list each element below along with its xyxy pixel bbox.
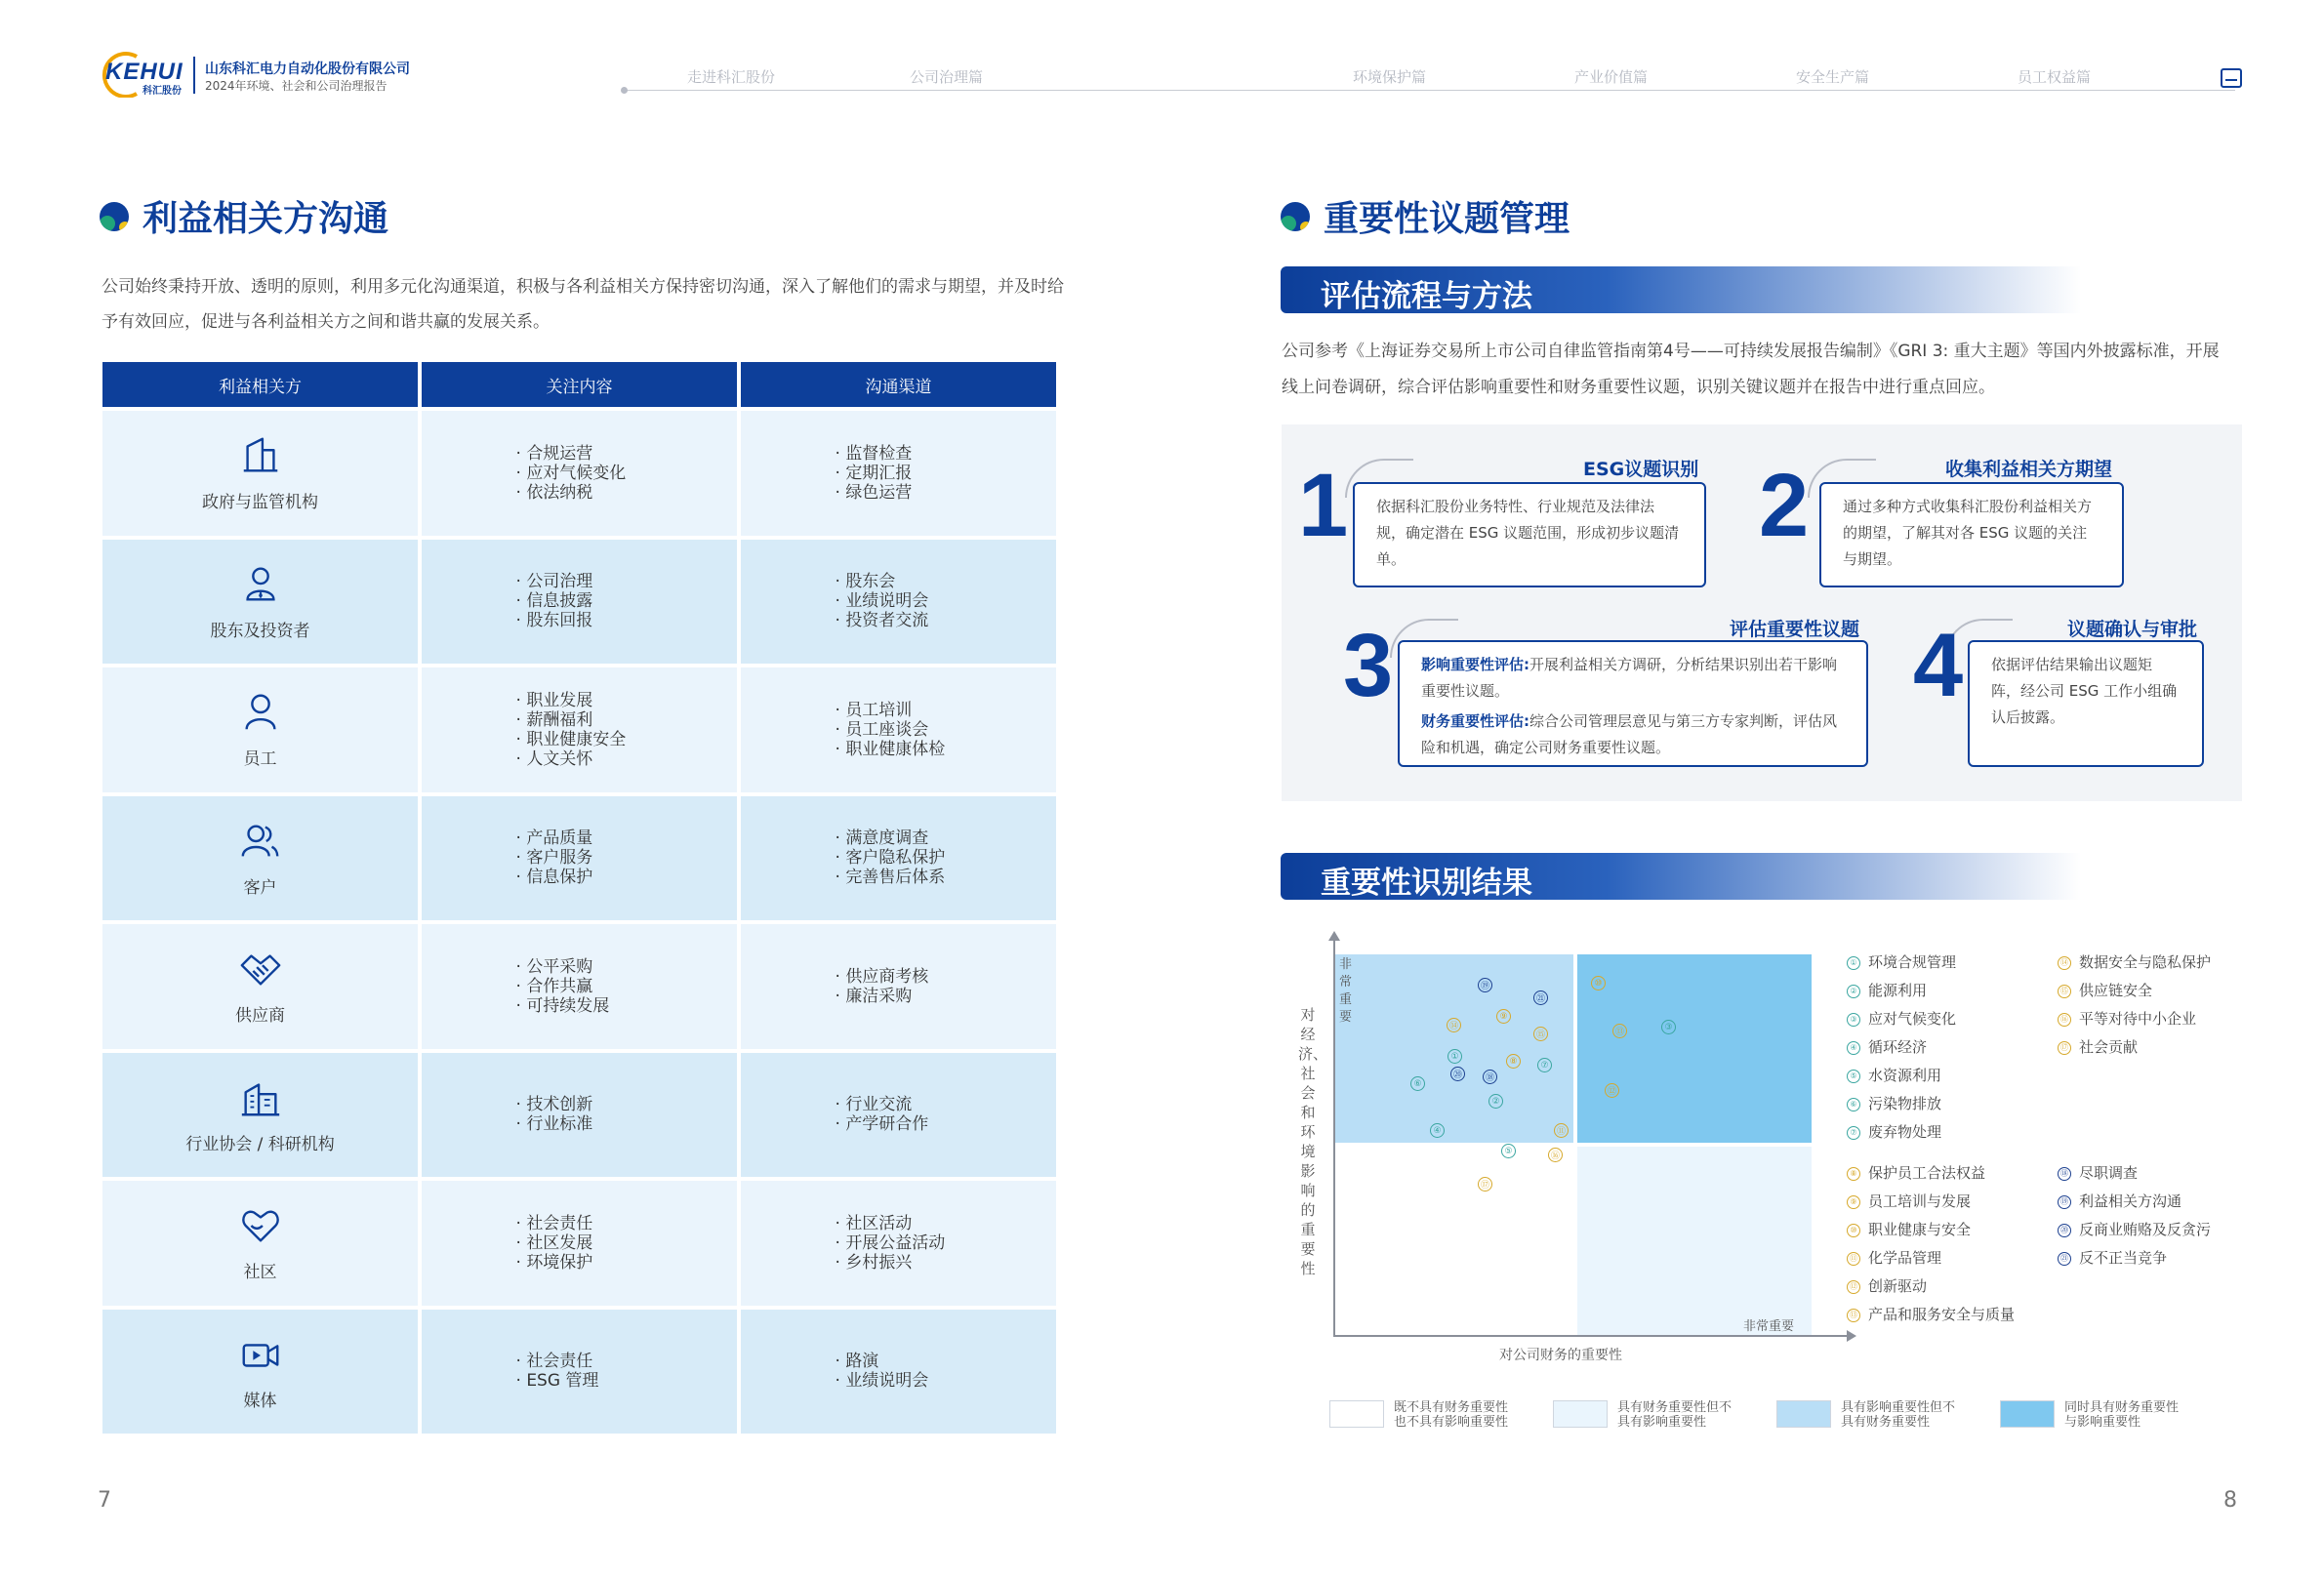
list-item: · 产品质量 — [516, 828, 643, 848]
right-section-title-text: 重要性议题管理 — [1324, 199, 1570, 239]
x-axis-right-label: 非常重要 — [1743, 1319, 1795, 1334]
topic-number: ⑭ — [2058, 956, 2071, 970]
quadrant-both — [1577, 954, 1812, 1143]
legend-text — [1394, 1400, 1508, 1430]
topic-item — [1847, 1118, 1956, 1147]
report-name: 2024年环境、社会和公司治理报告 — [205, 79, 387, 93]
legend-item-both — [2000, 1400, 2179, 1430]
stakeholder-name: 客户 — [243, 877, 277, 898]
subheading-results — [1281, 853, 2081, 900]
step2-box: 通过多种方式收集科汇股份利益相关方的期望，了解其对各 ESG 议题的关注与期望。 — [1819, 482, 2124, 587]
y-axis-top-label: 非常重要 — [1339, 957, 1353, 1025]
stakeholder-table-body — [102, 411, 1056, 1434]
legend-swatch — [1329, 1400, 1384, 1428]
topic-item — [1847, 1090, 1956, 1118]
stakeholder-table-header — [102, 362, 1056, 407]
concerns-list — [516, 444, 643, 503]
topic-label: 数据安全与隐私保护 — [2079, 953, 2212, 971]
handshake-icon — [238, 947, 283, 991]
legend-text — [1617, 1400, 1732, 1430]
step1-box: 依据科汇股份业务特性、行业规范及法律法规，确定潜在 ESG 议题范围，形成初步议题清单。 — [1353, 482, 1706, 587]
topic-number: ⑨ — [1847, 1195, 1860, 1209]
stakeholder-cell — [102, 1310, 418, 1435]
step3-financial-label: 财务重要性评估: — [1421, 712, 1529, 730]
topic-list-col4 — [2058, 1159, 2211, 1273]
stakeholder-cell — [102, 411, 418, 536]
topic-label: 利益相关方沟通 — [2079, 1192, 2182, 1210]
list-item: · 投资者交流 — [836, 611, 962, 630]
video-camera-icon — [238, 1332, 283, 1377]
list-item: · 客户服务 — [516, 848, 643, 868]
channels-cell — [741, 1310, 1056, 1435]
concerns-list — [516, 828, 643, 887]
topic-item — [1847, 1159, 2015, 1188]
table-row — [102, 411, 1056, 536]
matrix-point-20: ⑳ — [1450, 1067, 1465, 1081]
customer-icon — [238, 819, 283, 864]
list-item: · 员工座谈会 — [836, 720, 962, 740]
concerns-list — [516, 957, 643, 1016]
y-axis-label: 对经济、社会和环境影响的重要性 — [1298, 1006, 1328, 1277]
concerns-list — [516, 1214, 643, 1273]
step3-impact — [1421, 652, 1845, 705]
step2-number: 2 — [1759, 456, 1810, 555]
channels-list — [836, 1095, 962, 1134]
list-item: · 社会责任 — [516, 1214, 643, 1233]
x-axis — [1333, 1335, 1851, 1337]
legend-line2: 与影响重要性 — [2064, 1415, 2141, 1430]
step4-title: 议题确认与审批 — [2067, 619, 2198, 640]
topic-label: 水资源利用 — [1868, 1067, 1942, 1084]
channels-list — [836, 967, 962, 1006]
step1-number: 1 — [1298, 456, 1349, 555]
topic-list-col2 — [1847, 1159, 2015, 1329]
topic-number: ① — [1847, 956, 1860, 970]
step1-title: ESG议题识别 — [1583, 459, 1699, 480]
x-axis-label: 对公司财务的重要性 — [1499, 1348, 1622, 1363]
y-axis-arrow-icon — [1328, 931, 1340, 941]
y-axis — [1333, 937, 1335, 1337]
list-item: · 监督检查 — [836, 444, 962, 464]
matrix-point-8: ⑧ — [1506, 1054, 1521, 1069]
legend-line1: 具有影响重要性但不 — [1841, 1400, 1956, 1415]
list-item: · 产学研合作 — [836, 1114, 962, 1134]
list-item: · 技术创新 — [516, 1095, 643, 1114]
topic-label: 废弃物处理 — [1868, 1123, 1942, 1141]
topic-label: 环境合规管理 — [1868, 953, 1957, 971]
list-item: · 应对气候变化 — [516, 464, 643, 483]
investor-icon — [238, 562, 283, 607]
channels-cell — [741, 411, 1056, 536]
topic-number: ⑧ — [1847, 1167, 1860, 1181]
matrix-point-7: ⑦ — [1537, 1058, 1552, 1072]
list-item: · 股东回报 — [516, 611, 643, 630]
stakeholder-name: 媒体 — [243, 1391, 277, 1411]
legend-text — [2064, 1400, 2179, 1430]
logo-wordmark: KEHUI — [105, 59, 183, 85]
concerns-list — [516, 691, 643, 769]
topic-number: ⑩ — [1847, 1224, 1860, 1237]
subheading-results-text: 重要性识别结果 — [1321, 866, 1532, 901]
topic-list-col3 — [2058, 949, 2211, 1062]
nav-item-safety[interactable]: 安全生产篇 — [1796, 68, 1870, 86]
topic-number: ③ — [1847, 1013, 1860, 1027]
list-item: · 依法纳税 — [516, 483, 643, 503]
topic-label: 平等对待中小企业 — [2079, 1010, 2197, 1028]
list-item: · 合作共赢 — [516, 977, 643, 996]
stakeholder-name: 行业协会 / 科研机构 — [185, 1134, 335, 1154]
step4-number: 4 — [1913, 616, 1964, 715]
quadrant-financial-only — [1577, 1147, 1812, 1335]
step3-impact-text: 开展利益相关方调研，分析结果识别出若干影响重要性议题。 — [1421, 656, 1838, 700]
concerns-cell — [422, 1053, 737, 1178]
list-item: · 股东会 — [836, 572, 962, 591]
table-row — [102, 667, 1056, 792]
topic-item — [2058, 977, 2211, 1005]
channels-cell — [741, 924, 1056, 1049]
materiality-matrix — [1298, 937, 1845, 1363]
list-item: · 绿色运营 — [836, 483, 962, 503]
topic-item — [1847, 1005, 1956, 1033]
channels-list — [836, 1214, 962, 1273]
topic-number: ⑯ — [2058, 1013, 2071, 1027]
topic-number: ⑥ — [1847, 1098, 1860, 1111]
topic-list-col1 — [1847, 949, 1956, 1147]
stakeholder-name: 员工 — [243, 749, 277, 770]
nav-item-governance[interactable]: 公司治理篇 — [910, 68, 984, 86]
channels-list — [836, 444, 962, 503]
step3-impact-label: 影响重要性评估: — [1421, 656, 1529, 673]
legend-line1: 具有财务重要性但不 — [1617, 1400, 1733, 1415]
legend-item-financial-only — [1553, 1400, 1732, 1430]
list-item: · 员工培训 — [836, 701, 962, 720]
list-item: · 满意度调查 — [836, 828, 962, 848]
topic-item — [1847, 1273, 2015, 1301]
list-item: · 社区发展 — [516, 1233, 643, 1253]
legend-swatch — [2000, 1400, 2055, 1428]
topic-number: ④ — [1847, 1041, 1860, 1055]
left-section-title-text: 利益相关方沟通 — [143, 199, 389, 239]
list-item: · 信息保护 — [516, 868, 643, 887]
topic-item — [2058, 1216, 2211, 1244]
stakeholder-cell — [102, 924, 418, 1049]
channels-list — [836, 1352, 962, 1391]
topic-number: ② — [1847, 985, 1860, 998]
list-item: · 社区活动 — [836, 1214, 962, 1233]
list-item: · 社会责任 — [516, 1352, 643, 1371]
topic-item — [2058, 1033, 2211, 1062]
topic-item — [1847, 1244, 2015, 1273]
step3-financial-text: 综合公司管理层意见与第三方专家判断，评估风险和机遇，确定公司财务重要性议题。 — [1421, 712, 1838, 756]
matrix-point-14: ⑭ — [1447, 1018, 1461, 1032]
list-item: · 客户隐私保护 — [836, 848, 962, 868]
right-intro: 公司参考《上海证券交易所上市公司自律监管指南第4号——可持续发展报告编制》《GRI 3: 重大主题》等国内外披露标准，开展线上问卷调研，综合评估影响重要性和财务重要性议题，识别关键议题并在报告中进行重点回应。 — [1282, 342, 2220, 397]
association-building-icon — [238, 1075, 283, 1120]
channels-list — [836, 828, 962, 887]
matrix-point-12: ⑫ — [1605, 1083, 1619, 1098]
left-section-title — [100, 191, 388, 241]
legend-line1: 既不具有财务重要性 — [1394, 1400, 1509, 1415]
topic-number: ⑦ — [1847, 1126, 1860, 1140]
topic-label: 保护员工合法权益 — [1868, 1164, 1986, 1182]
matrix-point-6: ⑥ — [1410, 1076, 1425, 1091]
left-intro: 公司始终秉持开放、透明的原则，利用多元化沟通渠道，积极与各利益相关方保持密切沟通，深入了解他们的需求与期望，并及时给予有效回应，促进与各利益相关方之间和谐共赢的发展关系。 — [102, 277, 1064, 332]
concerns-cell — [422, 667, 737, 792]
government-building-icon — [238, 433, 283, 478]
legend-line2: 也不具有影响重要性 — [1394, 1415, 1509, 1430]
topic-number: ⑱ — [2058, 1167, 2071, 1181]
stakeholder-name: 股东及投资者 — [210, 621, 310, 641]
step2-title: 收集利益相关方期望 — [1945, 459, 2113, 480]
concerns-cell — [422, 1310, 737, 1435]
topic-label: 反商业贿赂及反贪污 — [2079, 1221, 2212, 1238]
section-bullet-icon — [100, 202, 129, 231]
concerns-cell — [422, 1181, 737, 1306]
list-item: · 合规运营 — [516, 444, 643, 464]
topic-item — [2058, 1005, 2211, 1033]
matrix-point-17: ⑰ — [1478, 1177, 1492, 1192]
stakeholder-name: 供应商 — [235, 1006, 285, 1027]
stakeholder-cell — [102, 1181, 418, 1306]
list-item: · 人文关怀 — [516, 749, 643, 769]
matrix-point-15: ⑮ — [1533, 1027, 1548, 1041]
stakeholder-cell — [102, 540, 418, 665]
table-row — [102, 924, 1056, 1049]
concerns-cell — [422, 924, 737, 1049]
table-row — [102, 1053, 1056, 1178]
matrix-point-18: ⑱ — [1483, 1070, 1497, 1084]
matrix-point-4: ④ — [1430, 1123, 1445, 1138]
step3-financial — [1421, 708, 1845, 761]
topic-number: ⑲ — [2058, 1195, 2071, 1209]
concerns-list — [516, 572, 643, 630]
list-item: · 公司治理 — [516, 572, 643, 591]
list-item: · 可持续发展 — [516, 996, 643, 1016]
step4-box: 依据评估结果输出议题矩阵，经公司 ESG 工作小组确认后披露。 — [1968, 640, 2204, 767]
page-number-right: 8 — [2223, 1488, 2237, 1513]
page-number-left: 7 — [98, 1488, 111, 1513]
concerns-list — [516, 1352, 643, 1391]
topic-label: 应对气候变化 — [1868, 1010, 1957, 1028]
table-row — [102, 540, 1056, 665]
channels-cell — [741, 1181, 1056, 1306]
list-item: · 乡村振兴 — [836, 1253, 962, 1273]
x-axis-arrow-icon — [1847, 1330, 1856, 1342]
topic-item — [1847, 1188, 2015, 1216]
list-item: · 职业发展 — [516, 691, 643, 710]
topic-label: 尽职调查 — [2079, 1164, 2139, 1182]
channels-cell — [741, 667, 1056, 792]
list-item: · 环境保护 — [516, 1253, 643, 1273]
topic-number: ⑬ — [1847, 1309, 1860, 1322]
home-icon[interactable] — [2221, 68, 2242, 88]
topic-item — [2058, 1188, 2211, 1216]
list-item: · 公平采购 — [516, 957, 643, 977]
topic-label: 反不正当竞争 — [2079, 1249, 2168, 1267]
list-item: · 业绩说明会 — [836, 1371, 962, 1391]
table-row — [102, 1310, 1056, 1435]
list-item: · 廉洁采购 — [836, 987, 962, 1006]
list-item: · 定期汇报 — [836, 464, 962, 483]
matrix-point-16: ⑯ — [1548, 1148, 1563, 1162]
topic-item — [2058, 1159, 2211, 1188]
legend-line2: 具有财务重要性 — [1841, 1415, 1931, 1430]
stakeholder-name: 政府与监管机构 — [202, 493, 318, 513]
topic-number: ⑫ — [1847, 1280, 1860, 1294]
channels-cell — [741, 1053, 1056, 1178]
channels-list — [836, 572, 962, 630]
topic-number: ⑤ — [1847, 1070, 1860, 1083]
header-channels: 沟通渠道 — [741, 362, 1056, 407]
table-row — [102, 796, 1056, 921]
step3-number: 3 — [1343, 616, 1394, 715]
legend-line1: 同时具有财务重要性 — [2064, 1400, 2180, 1415]
heart-hand-icon — [238, 1203, 283, 1248]
matrix-point-11: ⑪ — [1554, 1123, 1569, 1138]
right-section-title — [1281, 191, 1570, 241]
topic-label: 创新驱动 — [1868, 1277, 1928, 1295]
matrix-point-21: ㉑ — [1533, 990, 1548, 1005]
topic-label: 污染物排放 — [1868, 1095, 1942, 1112]
list-item: · ESG 管理 — [516, 1371, 643, 1391]
stakeholder-cell — [102, 667, 418, 792]
header-concerns: 关注内容 — [422, 362, 737, 407]
topic-label: 供应链安全 — [2079, 982, 2153, 999]
stakeholder-cell — [102, 1053, 418, 1178]
concerns-list — [516, 1095, 643, 1134]
table-row — [102, 1181, 1056, 1306]
legend-swatch — [1553, 1400, 1608, 1428]
topic-label: 化学品管理 — [1868, 1249, 1942, 1267]
step3-box — [1398, 640, 1868, 767]
topic-label: 社会贡献 — [2079, 1038, 2139, 1056]
topic-item — [1847, 949, 1956, 977]
list-item: · 职业健康安全 — [516, 730, 643, 749]
quadrant-neither — [1335, 1147, 1573, 1335]
logo-divider — [193, 57, 195, 94]
topic-number: ⑰ — [2058, 1041, 2071, 1055]
list-item: · 行业标准 — [516, 1114, 643, 1134]
matrix-point-3: ③ — [1661, 1020, 1676, 1034]
topic-number: ⑪ — [1847, 1252, 1860, 1266]
nav-item-about[interactable]: 走进科汇股份 — [687, 68, 776, 86]
topic-label: 循环经济 — [1868, 1038, 1928, 1056]
topic-number: ㉑ — [2058, 1252, 2071, 1266]
subheading-process — [1281, 266, 2081, 313]
topic-number: ⑳ — [2058, 1224, 2071, 1237]
topic-item — [2058, 1244, 2211, 1273]
topic-label: 能源利用 — [1868, 982, 1928, 999]
topic-label: 员工培训与发展 — [1868, 1192, 1972, 1210]
step3-title: 评估重要性议题 — [1730, 619, 1860, 640]
company-name: 山东科汇电力自动化股份有限公司 — [205, 61, 410, 77]
list-item: · 业绩说明会 — [836, 591, 962, 611]
header-stakeholder: 利益相关方 — [102, 362, 418, 407]
channels-cell — [741, 796, 1056, 921]
concerns-cell — [422, 796, 737, 921]
list-item: · 行业交流 — [836, 1095, 962, 1114]
legend-swatch — [1776, 1400, 1831, 1428]
employee-icon — [238, 690, 283, 735]
stakeholder-cell — [102, 796, 418, 921]
matrix-point-5: ⑤ — [1501, 1144, 1516, 1158]
list-item: · 完善售后体系 — [836, 868, 962, 887]
matrix-point-9: ⑨ — [1496, 1009, 1511, 1024]
matrix-point-19: ⑲ — [1478, 978, 1492, 992]
list-item: · 路演 — [836, 1352, 962, 1371]
section-bullet-icon — [1281, 202, 1310, 231]
topic-number: ⑮ — [2058, 985, 2071, 998]
stakeholder-table — [102, 362, 1056, 1434]
concerns-cell — [422, 540, 737, 665]
channels-list — [836, 701, 962, 759]
legend-item-impact-only — [1776, 1400, 1955, 1430]
stakeholder-name: 社区 — [243, 1263, 277, 1283]
matrix-point-2: ② — [1488, 1094, 1503, 1109]
nav-indicator-dot — [621, 87, 628, 94]
nav-item-industry[interactable]: 产业价值篇 — [1574, 68, 1649, 86]
topic-item — [1847, 1062, 1956, 1090]
matrix-point-10: ⑩ — [1591, 976, 1606, 990]
topic-item — [1847, 1301, 2015, 1329]
list-item: · 职业健康体检 — [836, 740, 962, 759]
nav-line — [625, 90, 2235, 91]
list-item: · 开展公益活动 — [836, 1233, 962, 1253]
nav-item-environment[interactable]: 环境保护篇 — [1353, 68, 1427, 86]
topic-item — [1847, 1216, 2015, 1244]
subheading-process-text: 评估流程与方法 — [1321, 279, 1532, 314]
topic-item — [1847, 977, 1956, 1005]
list-item: · 薪酬福利 — [516, 710, 643, 730]
logo-subtitle: 科汇股份 — [143, 86, 182, 97]
list-item: · 供应商考核 — [836, 967, 962, 987]
legend-item-neither — [1329, 1400, 1508, 1430]
topic-item — [1847, 1033, 1956, 1062]
channels-cell — [741, 540, 1056, 665]
topic-item — [2058, 949, 2211, 977]
concerns-cell — [422, 411, 737, 536]
nav-item-employee[interactable]: 员工权益篇 — [2018, 68, 2092, 86]
list-item: · 信息披露 — [516, 591, 643, 611]
legend-text — [1841, 1400, 1955, 1430]
topic-label: 产品和服务安全与质量 — [1868, 1306, 2016, 1323]
topic-label: 职业健康与安全 — [1868, 1221, 1972, 1238]
matrix-point-1: ① — [1447, 1049, 1462, 1064]
legend-line2: 具有影响重要性 — [1617, 1415, 1707, 1430]
matrix-point-13: ⑬ — [1612, 1024, 1627, 1038]
